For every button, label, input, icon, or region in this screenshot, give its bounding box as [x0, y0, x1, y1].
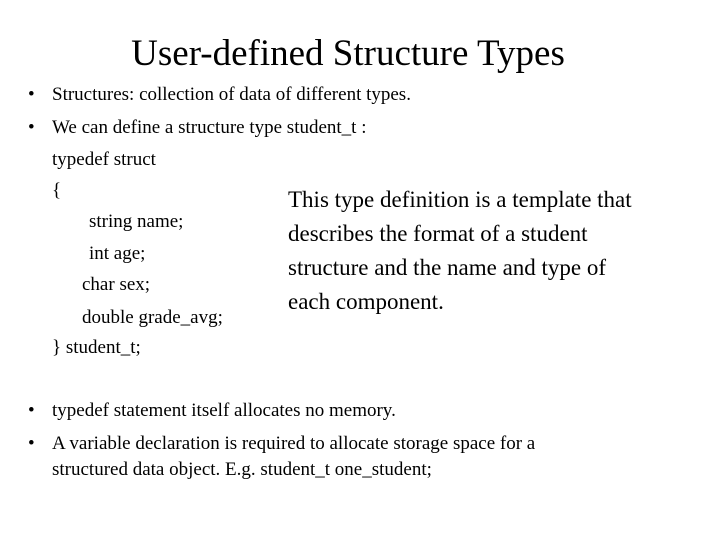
bullet-icon: • [28, 117, 35, 138]
bullet-define-type: We can define a structure type student_t : [52, 117, 367, 138]
code-line-sex: char sex; [82, 274, 151, 295]
bullet-variable-declaration-cont: structured data object. E.g. student_t one_student; [52, 459, 432, 480]
code-line-typedef: typedef struct [52, 149, 156, 170]
code-line-age: int age; [89, 243, 146, 264]
code-line-close: } student_t; [52, 337, 141, 358]
bullet-variable-declaration: A variable declaration is required to allocate storage space for a [52, 433, 536, 454]
code-line-name: string name; [89, 211, 184, 232]
callout-line: describes the format of a student [288, 221, 588, 246]
callout-text [288, 183, 718, 319]
code-line-open-brace: { [52, 180, 62, 201]
callout-line: This type definition is a template that [288, 187, 632, 212]
callout-line: structure and the name and type of [288, 255, 607, 280]
bullet-icon: • [28, 400, 35, 421]
bullet-structures: Structures: collection of data of different types. [52, 84, 411, 105]
bullet-icon: • [28, 84, 35, 105]
code-line-grade: double grade_avg; [82, 307, 223, 328]
slide-title: User-defined Structure Types [131, 33, 565, 74]
bullet-no-memory: typedef statement itself allocates no memory. [52, 400, 396, 421]
bullet-icon: • [28, 433, 35, 454]
callout-line: each component. [288, 289, 444, 314]
